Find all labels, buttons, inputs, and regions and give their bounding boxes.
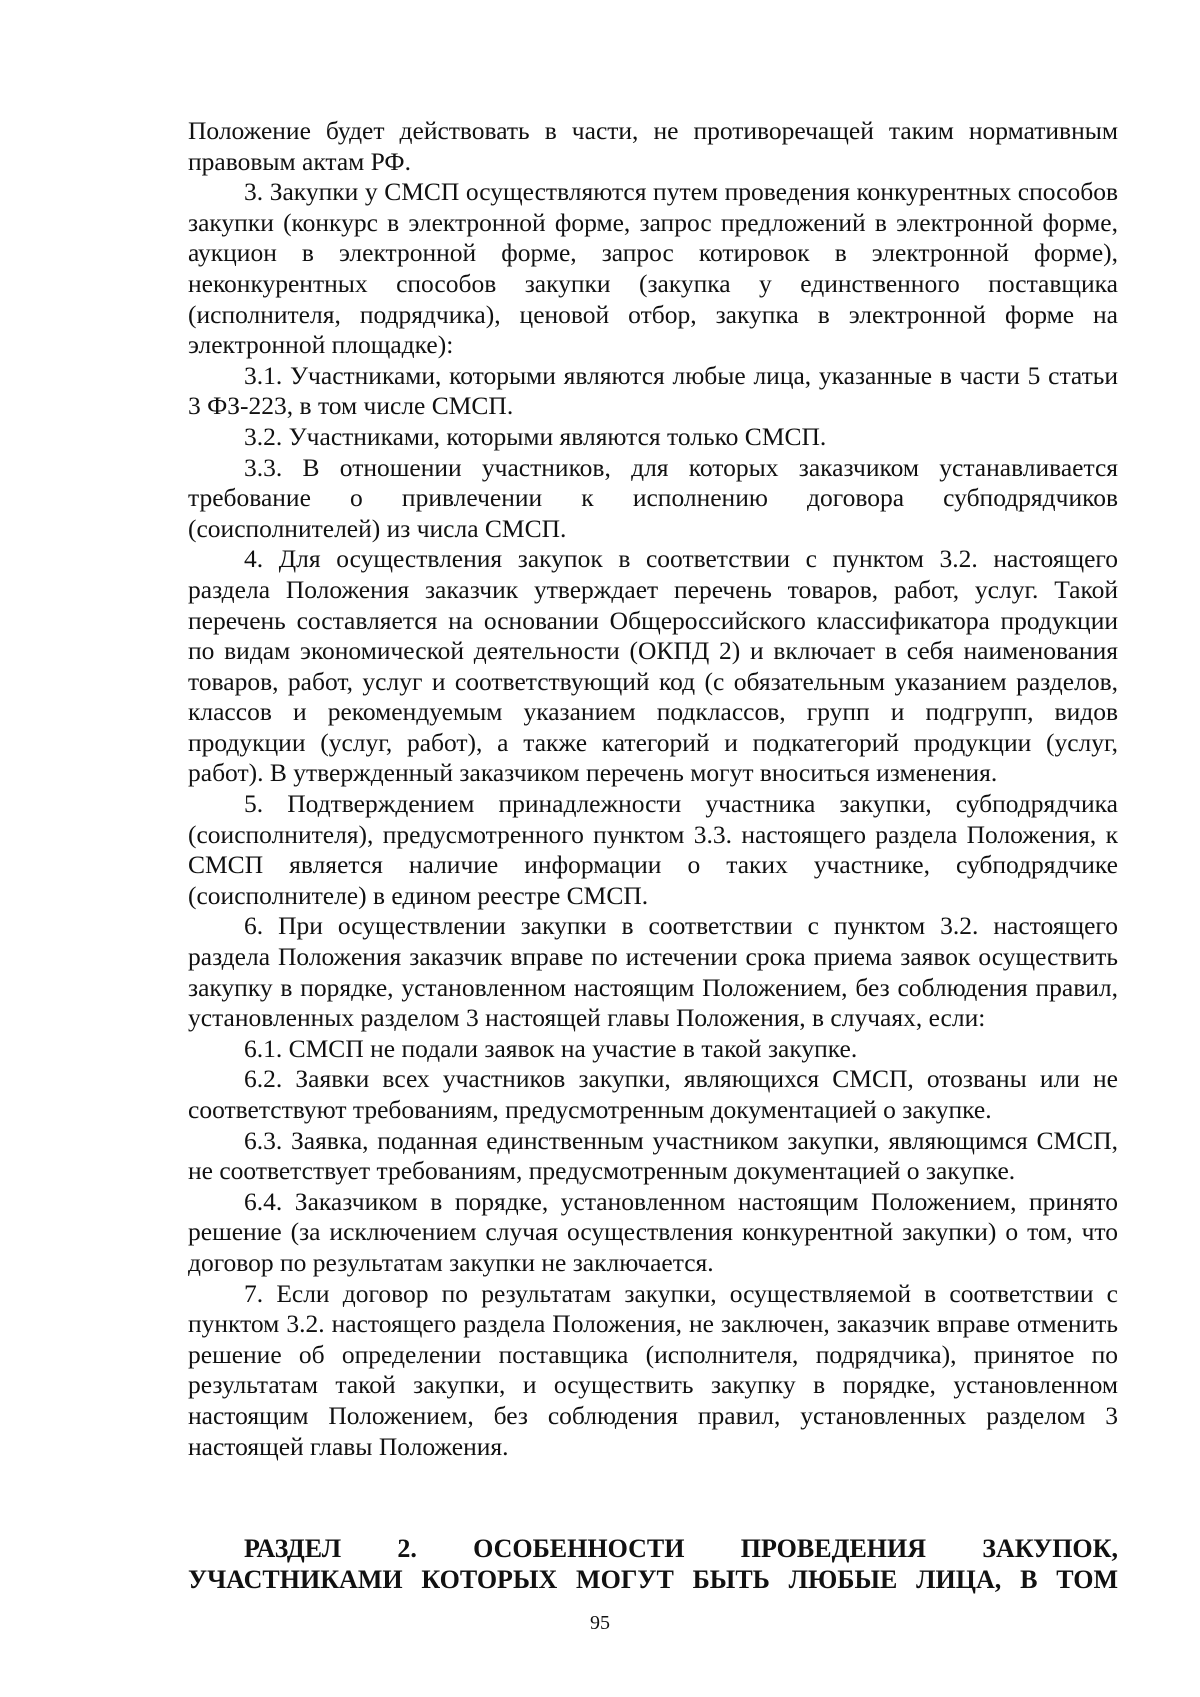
paragraph-4: 4. Для осуществления закупок в соответствии с пунктом 3.2. настоящего раздела Положения заказчик утверждает перечень товаров, работ, услуг. Такой перечень составляется на основании Общероссийского классификатора продукции по видам экономической деятельности (ОКПД 2) и включает в себя наименования товаров, работ, услуг и соответствующий код (с обязательным указанием разделов, классов и рекомендуемым указанием подклассов, групп и подгрупп, видов продукции (услуг, работ), а также категорий и подкатегорий продукции (услуг, работ). В утвержденный заказчиком перечень могут вноситься изменения. — [188, 544, 1118, 788]
paragraph-6: 6. При осуществлении закупки в соответствии с пунктом 3.2. настоящего раздела Положения заказчик вправе по истечении срока приема заявок осуществить закупку в порядке, установленном настоящим Положением, без соблюдения правил, установленных разделом 3 настоящей главы Положения, в случаях, если: — [188, 911, 1118, 1033]
paragraph-7: 7. Если договор по результатам закупки, осуществляемой в соответствии с пунктом 3.2. настоящего раздела Положения, не заключен, заказчик вправе отменить решение об определении поставщика (исполнителя, подрядчика), принятое по результатам такой закупки, и осуществить закупку в порядке, установленном настоящим Положением, без соблюдения правил, установленных разделом 3 настоящей главы Положения. — [188, 1278, 1118, 1461]
section-heading: РАЗДЕЛ 2. ОСОБЕННОСТИ ПРОВЕДЕНИЯ ЗАКУПОК, УЧАСТНИКАМИ КОТОРЫХ МОГУТ БЫТЬ ЛЮБЫЕ ЛИЦА, В ТОМ — [188, 1534, 1118, 1594]
paragraph-6-1: 6.1. СМСП не подали заявок на участие в такой закупке. — [244, 1033, 858, 1063]
paragraph-3-3: 3.3. В отношении участников, для которых заказчиком устанавливается требование о привлечении к исполнению договора субподрядчиков (соисполнителей) из числа СМСП. — [188, 452, 1118, 543]
paragraph-6-4: 6.4. Заказчиком в порядке, установленном настоящим Положением, принято решение (за исключением случая осуществления конкурентной закупки) о том, что договор по результатам закупки не заключается. — [188, 1186, 1118, 1277]
paragraph-6-3: 6.3. Заявка, поданная единственным участником закупки, являющимся СМСП, не соответствует требованиям, предусмотренным документацией о закупке. — [188, 1125, 1118, 1186]
paragraph-3-1: 3.1. Участниками, которыми являются любые лица, указанные в части 5 статьи 3 ФЗ-223, в том числе СМСП. — [188, 360, 1118, 421]
paragraph-3-2: 3.2. Участниками, которыми являются только СМСП. — [244, 421, 827, 451]
paragraph: Положение будет действовать в части, не противоречащей таким нормативным правовым актам РФ. — [188, 116, 1118, 176]
paragraph-5: 5. Подтверждением принадлежности участника закупки, субподрядчика (соисполнителя), предусмотренного пунктом 3.3. настоящего раздела Положения, к СМСП является наличие информации о таких участнике, субподрядчике (соисполнителе) в едином реестре СМСП. — [188, 789, 1118, 910]
page-number: 95 — [590, 1612, 610, 1634]
paragraph-3: 3. Закупки у СМСП осуществляются путем проведения конкурентных способов закупки (конкурс в электронной форме, запрос предложений в электронной форме, аукцион в электронной форме, запрос котировок в электронной форме), неконкурентных способов закупки (закупка у единственного поставщика (исполнителя, подрядчика), ценовой отбор, закупка в электронной форме на электронной площадке): — [188, 177, 1118, 360]
paragraph-6-2: 6.2. Заявки всех участников закупки, являющихся СМСП, отозваны или не соответствуют требованиям, предусмотренным документацией о закупке. — [188, 1064, 1118, 1124]
body-text — [188, 116, 1118, 1462]
